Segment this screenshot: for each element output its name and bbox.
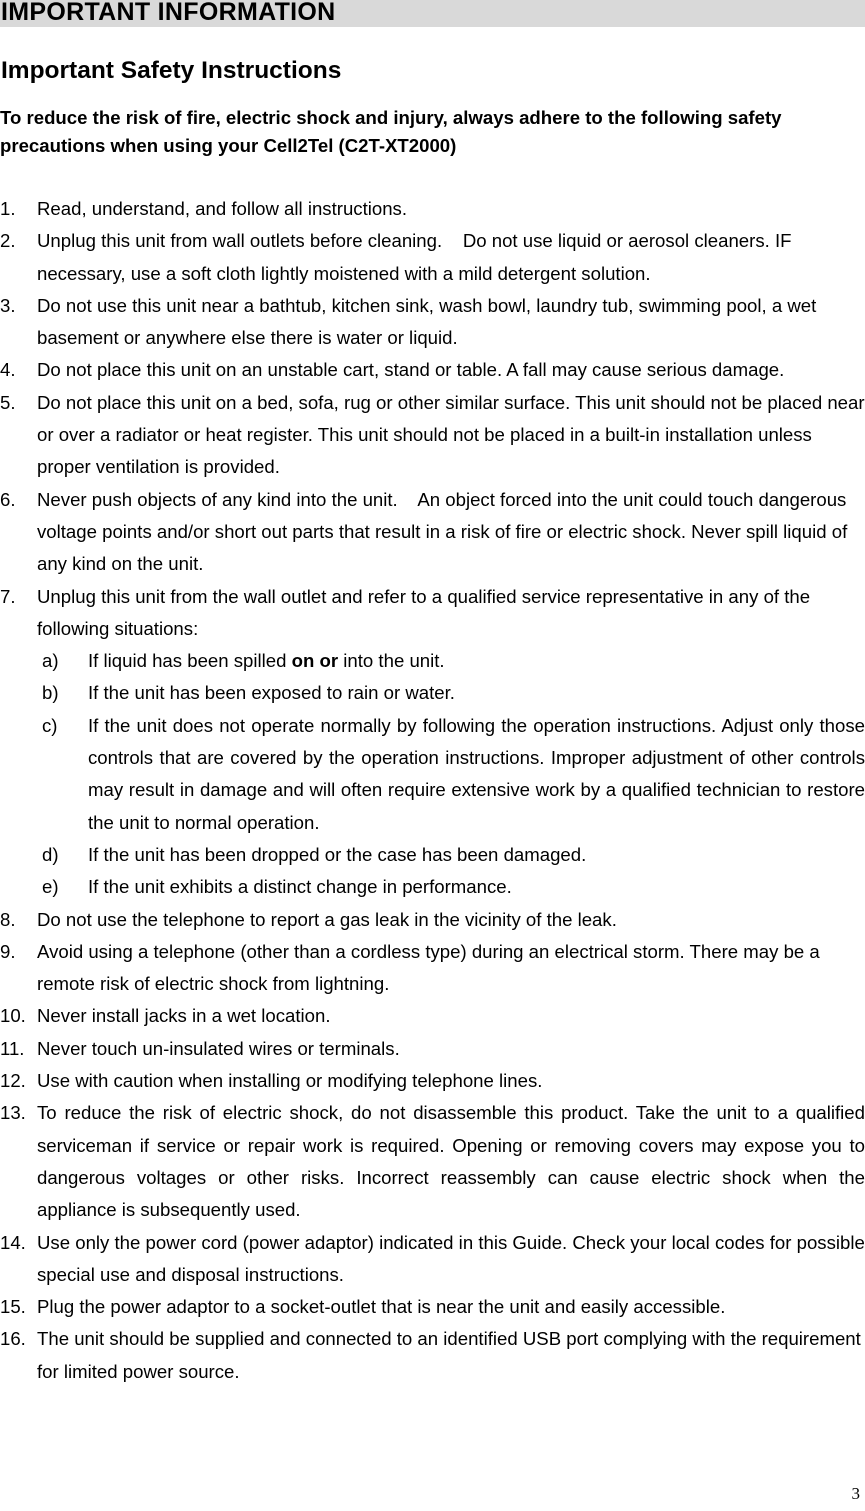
list-item-text: Avoid using a telephone (other than a cordless type) during an electrical storm. There may be a remote risk of electric shock from lightning. <box>37 940 820 995</box>
list-item-number: 12. <box>0 1070 26 1092</box>
list-item-text: Use only the power cord (power adaptor) indicated in this Guide. Check your local codes for possible special use and disposal instructions. <box>37 1231 865 1285</box>
list-item <box>0 1323 865 1388</box>
sub-list-item-letter: a) <box>42 650 59 672</box>
list-item-text: Unplug this unit from the wall outlet and refer to a qualified service representative in any of the following situations: <box>37 585 811 639</box>
list-item <box>0 354 865 386</box>
list-item <box>0 1097 865 1226</box>
list-item <box>0 225 865 290</box>
sub-list-item <box>0 871 865 903</box>
list-item <box>0 193 865 225</box>
list-item-text: Do not place this unit on an unstable cart, stand or table. A fall may cause serious damage. <box>37 359 785 381</box>
list-item-text: Unplug this unit from wall outlets before cleaning. Do not use liquid or aerosol cleaners. IF necessary, use a soft cloth lightly moistened with a mild detergent solution. <box>37 230 792 284</box>
list-item-text: To reduce the risk of electric shock, do not disassemble this product. Take the unit to a qualified serviceman if service or repair work is required. Opening or removing covers may expose you to dangerous voltages or other risks. Incorrect reassembly can cause electric shock when the appliance is subsequently used. <box>37 1102 865 1221</box>
page-number: 3 <box>851 1484 860 1503</box>
list-item-text: Never install jacks in a wet location. <box>37 1005 331 1027</box>
list-item-text: Read, understand, and follow all instructions. <box>37 198 408 219</box>
safety-instructions-list <box>0 193 865 1388</box>
list-item-number: 4. <box>0 359 16 381</box>
sub-list-item-text: If the unit does not operate normally by following the operation instructions. Adjust only those controls that are covered by the operation instructions. Improper adjustment of other controls may result in damage and will often require extensive work by a qualified technician to restore the unit to normal operation. <box>88 714 865 833</box>
list-item-number: 15. <box>0 1296 26 1318</box>
banner-title: IMPORTANT INFORMATION <box>1 0 336 26</box>
list-item-number: 2. <box>0 230 16 252</box>
list-item-text: Plug the power adaptor to a socket-outlet that is near the unit and easily accessible. <box>37 1296 726 1318</box>
list-item-number: 3. <box>0 294 16 316</box>
sub-list-item-text: If the unit exhibits a distinct change in performance. <box>88 876 512 898</box>
list-item <box>0 290 865 355</box>
sub-list-item-letter: b) <box>42 682 59 704</box>
list-item <box>0 936 865 1001</box>
list-item-number: 13. <box>0 1102 26 1124</box>
sub-list-item-letter: d) <box>42 843 59 865</box>
list-item-number: 7. <box>0 585 16 607</box>
list-item-number: 1. <box>0 198 16 219</box>
list-item-number: 8. <box>0 908 16 930</box>
list-item-text: Use with caution when installing or modifying telephone lines. <box>37 1070 543 1092</box>
sub-list-item <box>0 710 865 839</box>
list-item-number: 16. <box>0 1328 26 1350</box>
list-item <box>0 1033 865 1065</box>
list-item <box>0 1000 865 1032</box>
list-item-text: Do not place this unit on a bed, sofa, rug or other similar surface. This unit should not be placed near or over a radiator or heat register. This unit should not be placed in a built-in installation unless proper ventilation is provided. <box>37 391 865 478</box>
list-item <box>0 387 865 484</box>
sub-list-item-text: If the unit has been exposed to rain or water. <box>88 682 455 704</box>
sub-list-item <box>0 677 865 709</box>
list-item-text: Do not use this unit near a bathtub, kitchen sink, wash bowl, laundry tub, swimming pool, a wet basement or anywhere else there is water or liquid. <box>37 294 817 349</box>
list-item-number: 10. <box>0 1005 26 1027</box>
list-item-text: Never touch un-insulated wires or terminals. <box>37 1037 400 1059</box>
list-item <box>0 1065 865 1097</box>
emphasis-text: on or <box>291 650 339 672</box>
list-item-number: 14. <box>0 1231 26 1253</box>
page-title: Important Safety Instructions <box>1 57 342 84</box>
list-item <box>0 904 865 936</box>
list-item <box>0 581 865 646</box>
list-item <box>0 484 865 581</box>
list-item <box>0 1291 865 1323</box>
list-item <box>0 1227 865 1292</box>
intro-paragraph: To reduce the risk of fire, electric shock and injury, always adhere to the following safety precautions when using your Cell2Tel (C2T-XT2000) <box>0 107 782 156</box>
sub-list-item <box>0 839 865 871</box>
list-item-text: Do not use the telephone to report a gas leak in the vicinity of the leak. <box>37 908 617 930</box>
sub-list-item-letter: c) <box>42 714 58 736</box>
list-item-text: The unit should be supplied and connected to an identified USB port complying with the requirement for limited power source. <box>37 1328 861 1382</box>
list-item-number: 11. <box>0 1037 25 1059</box>
list-item-number: 6. <box>0 488 16 510</box>
sub-list-item-text: If liquid has been spilled on or into the unit. <box>88 650 445 672</box>
sub-list-item-letter: e) <box>42 876 59 898</box>
sub-list-item <box>0 645 865 677</box>
list-item-text: Never push objects of any kind into the unit. An object forced into the unit could touch dangerous voltage points and/or short out parts that result in a risk of fire or electric shock. Never spill liquid of any kind on the unit. <box>37 488 848 575</box>
list-item-number: 9. <box>0 940 16 962</box>
sub-list-item-text: If the unit has been dropped or the case has been damaged. <box>88 843 587 865</box>
list-item-number: 5. <box>0 391 16 413</box>
section-banner <box>0 0 865 27</box>
